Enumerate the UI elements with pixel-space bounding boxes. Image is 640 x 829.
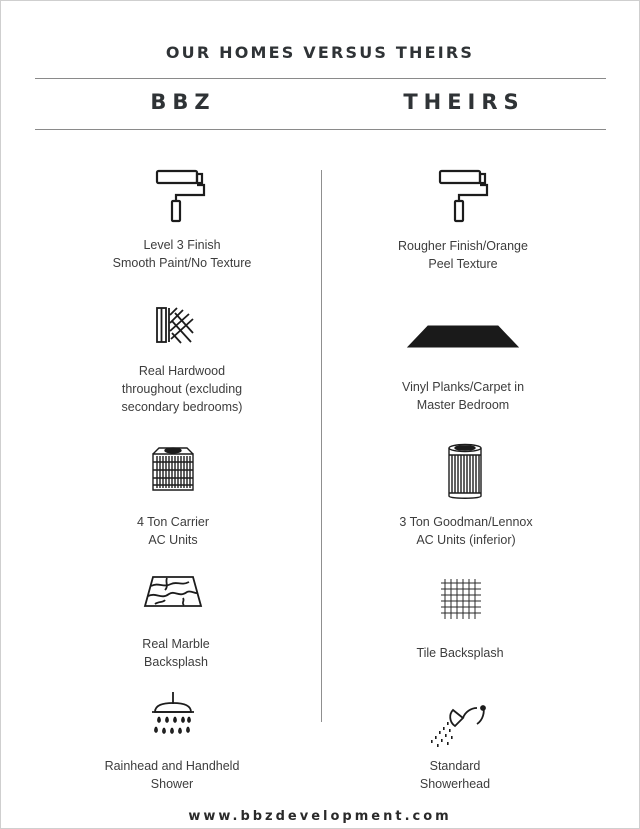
- bbz-hardwood-label: Real Hardwood throughout (excluding secondary bedrooms): [121, 364, 243, 414]
- theirs-vinyl-label: Vinyl Planks/Carpet in Master Bedroom: [401, 380, 525, 412]
- ac-unit-icon: [149, 444, 197, 494]
- column-title-bbz: BBZ: [150, 90, 216, 114]
- top-rule: [35, 78, 606, 79]
- ac-cylinder-icon: [446, 443, 484, 501]
- hardwood-floor-icon: [155, 305, 197, 347]
- showerhead-icon: [425, 698, 489, 750]
- bbz-shower-label: Rainhead and Handheld Shower: [104, 759, 240, 791]
- bbz-paint-label: Level 3 Finish Smooth Paint/No Texture: [112, 238, 252, 270]
- rainhead-shower-icon: [147, 690, 199, 742]
- marble-slab-icon: [143, 574, 203, 610]
- column-title-theirs: THEIRS: [403, 90, 525, 114]
- paint-roller-icon: [438, 169, 492, 223]
- theirs-ac-label: 3 Ton Goodman/Lennox AC Units (inferior): [399, 515, 533, 547]
- column-divider: [321, 170, 322, 722]
- paint-roller-icon: [155, 169, 209, 223]
- bbz-marble-label: Real Marble Backsplash: [142, 637, 210, 669]
- theirs-paint-label: Rougher Finish/Orange Peel Texture: [398, 239, 528, 271]
- theirs-shower-label: Standard Showerhead: [419, 759, 491, 791]
- header-rule: [35, 129, 606, 130]
- vinyl-plank-icon: [406, 324, 520, 350]
- theirs-tile-label: Tile Backsplash: [416, 646, 504, 660]
- website-link[interactable]: www.bbzdevelopment.com: [188, 809, 452, 824]
- page-title: OUR HOMES VERSUS THEIRS: [165, 43, 475, 62]
- tile-grid-icon: [441, 579, 481, 619]
- bbz-ac-label: 4 Ton Carrier AC Units: [136, 515, 210, 547]
